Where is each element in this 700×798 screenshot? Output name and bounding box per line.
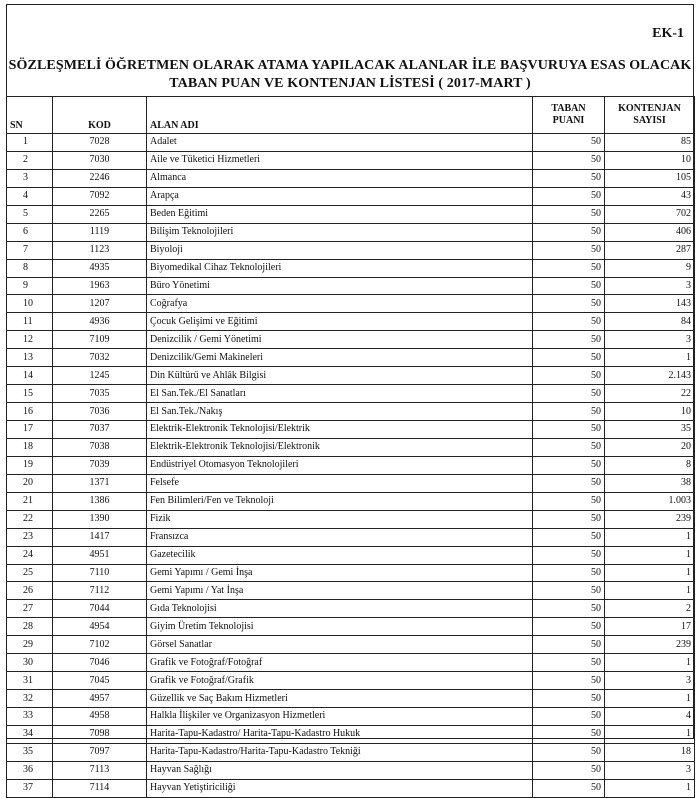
cell-kontenjan: 143 xyxy=(605,295,695,313)
table-row xyxy=(7,331,695,349)
cell-kontenjan: 1.003 xyxy=(605,492,695,510)
table-header-row xyxy=(7,97,695,134)
cell-kontenjan: 406 xyxy=(605,223,695,241)
cell-sn: 27 xyxy=(7,600,53,618)
cell-kod: 7044 xyxy=(53,600,147,618)
cell-alan-adi: Coğrafya xyxy=(147,295,533,313)
cell-alan-adi: Çocuk Gelişimi ve Eğitimi xyxy=(147,313,533,331)
table-row xyxy=(7,600,695,618)
cell-taban-puani: 50 xyxy=(533,582,605,600)
cell-sn: 28 xyxy=(7,618,53,636)
cell-kontenjan: 43 xyxy=(605,187,695,205)
cell-alan-adi: Endüstriyel Otomasyon Teknolojileri xyxy=(147,456,533,474)
cell-sn: 9 xyxy=(7,277,53,295)
header-kont-line-2: SAYISI xyxy=(633,115,666,126)
cell-taban-puani: 50 xyxy=(533,223,605,241)
cell-taban-puani: 50 xyxy=(533,564,605,582)
table-row xyxy=(7,672,695,690)
cell-taban-puani: 50 xyxy=(533,438,605,456)
cell-kod: 7039 xyxy=(53,456,147,474)
cell-alan-adi: Aile ve Tüketici Hizmetleri xyxy=(147,151,533,169)
cell-kod: 7035 xyxy=(53,385,147,403)
cell-sn: 21 xyxy=(7,492,53,510)
table-row xyxy=(7,241,695,259)
cell-alan-adi: El San.Tek./Nakış xyxy=(147,403,533,421)
cell-kontenjan: 18 xyxy=(605,743,695,761)
table-row xyxy=(7,421,695,439)
cell-sn: 33 xyxy=(7,708,53,726)
table-row xyxy=(7,690,695,708)
cell-kontenjan: 1 xyxy=(605,779,695,797)
cell-kontenjan: 84 xyxy=(605,313,695,331)
cell-alan-adi: Güzellik ve Saç Bakım Hizmetleri xyxy=(147,690,533,708)
cell-kontenjan: 3 xyxy=(605,277,695,295)
cell-kontenjan: 1 xyxy=(605,564,695,582)
cell-taban-puani: 50 xyxy=(533,187,605,205)
cell-kontenjan: 17 xyxy=(605,618,695,636)
cell-alan-adi: Denizcilik/Gemi Makineleri xyxy=(147,349,533,367)
cell-sn: 5 xyxy=(7,205,53,223)
cell-kod: 2265 xyxy=(53,205,147,223)
cell-sn: 8 xyxy=(7,259,53,277)
table-row xyxy=(7,708,695,726)
table-row xyxy=(7,456,695,474)
cell-kontenjan: 287 xyxy=(605,241,695,259)
cell-taban-puani: 50 xyxy=(533,725,605,743)
table-row xyxy=(7,546,695,564)
header-taban-line-1: TABAN xyxy=(551,103,586,114)
cell-kod: 7110 xyxy=(53,564,147,582)
cell-taban-puani: 50 xyxy=(533,779,605,797)
cell-taban-puani: 50 xyxy=(533,205,605,223)
cell-sn: 25 xyxy=(7,564,53,582)
cell-kontenjan: 3 xyxy=(605,672,695,690)
title-line-2: TABAN PUAN VE KONTENJAN LİSTESİ ( 2017-MART ) xyxy=(169,76,531,91)
cell-taban-puani: 50 xyxy=(533,313,605,331)
cell-kontenjan: 1 xyxy=(605,582,695,600)
cell-sn: 19 xyxy=(7,456,53,474)
cell-kod: 7037 xyxy=(53,421,147,439)
cell-taban-puani: 50 xyxy=(533,672,605,690)
cell-sn: 30 xyxy=(7,654,53,672)
table-row xyxy=(7,618,695,636)
table-row xyxy=(7,205,695,223)
cell-sn: 23 xyxy=(7,528,53,546)
cell-kod: 7045 xyxy=(53,672,147,690)
cell-taban-puani: 50 xyxy=(533,403,605,421)
cell-alan-adi: Harita-Tapu-Kadastro/Harita-Tapu-Kadastro Tekniği xyxy=(147,743,533,761)
cell-kod: 1371 xyxy=(53,474,147,492)
table-row xyxy=(7,134,695,152)
header-kont-line-1: KONTENJAN xyxy=(618,103,681,114)
header-kod: KOD xyxy=(53,97,147,134)
cell-sn: 7 xyxy=(7,241,53,259)
cell-sn: 29 xyxy=(7,636,53,654)
cell-taban-puani: 50 xyxy=(533,349,605,367)
cell-kontenjan: 1 xyxy=(605,725,695,743)
cell-taban-puani: 50 xyxy=(533,690,605,708)
cell-kontenjan: 38 xyxy=(605,474,695,492)
cell-kod: 7114 xyxy=(53,779,147,797)
cell-alan-adi: Halkla İlişkiler ve Organizasyon Hizmetleri xyxy=(147,708,533,726)
table-row xyxy=(7,169,695,187)
cell-taban-puani: 50 xyxy=(533,546,605,564)
cell-kod: 1390 xyxy=(53,510,147,528)
cell-sn: 26 xyxy=(7,582,53,600)
cell-sn: 35 xyxy=(7,743,53,761)
cell-sn: 11 xyxy=(7,313,53,331)
cell-sn: 10 xyxy=(7,295,53,313)
cell-sn: 13 xyxy=(7,349,53,367)
cell-sn: 6 xyxy=(7,223,53,241)
table-row xyxy=(7,295,695,313)
cell-sn: 12 xyxy=(7,331,53,349)
cell-alan-adi: Fransızca xyxy=(147,528,533,546)
cell-alan-adi: Elektrik-Elektronik Teknolojisi/Elektronik xyxy=(147,438,533,456)
cell-taban-puani: 50 xyxy=(533,654,605,672)
cell-kod: 7112 xyxy=(53,582,147,600)
cell-kod: 4954 xyxy=(53,618,147,636)
cell-taban-puani: 50 xyxy=(533,277,605,295)
cell-taban-puani: 50 xyxy=(533,456,605,474)
cell-alan-adi: Beden Eğitimi xyxy=(147,205,533,223)
table-row xyxy=(7,367,695,385)
table-row xyxy=(7,528,695,546)
cell-taban-puani: 50 xyxy=(533,492,605,510)
header-taban-puani xyxy=(533,97,605,134)
cell-taban-puani: 50 xyxy=(533,618,605,636)
cell-kontenjan: 1 xyxy=(605,654,695,672)
header-kontenjan-sayisi xyxy=(605,97,695,134)
cell-alan-adi: Görsel Sanatlar xyxy=(147,636,533,654)
cell-sn: 16 xyxy=(7,403,53,421)
cell-kod: 7028 xyxy=(53,134,147,152)
cell-kontenjan: 10 xyxy=(605,151,695,169)
cell-kod: 7038 xyxy=(53,438,147,456)
table-row xyxy=(7,187,695,205)
cell-kod: 7098 xyxy=(53,725,147,743)
cell-kod: 1123 xyxy=(53,241,147,259)
cell-alan-adi: El San.Tek./El Sanatları xyxy=(147,385,533,403)
table-row xyxy=(7,403,695,421)
cell-sn: 32 xyxy=(7,690,53,708)
cell-kod: 1386 xyxy=(53,492,147,510)
cell-kontenjan: 2.143 xyxy=(605,367,695,385)
cell-alan-adi: Gemi Yapımı / Yat İnşa xyxy=(147,582,533,600)
cell-kod: 7036 xyxy=(53,403,147,421)
cell-kod: 1119 xyxy=(53,223,147,241)
cell-alan-adi: Felsefe xyxy=(147,474,533,492)
table-row xyxy=(7,743,695,761)
table-row xyxy=(7,761,695,779)
cell-sn: 20 xyxy=(7,474,53,492)
cell-kontenjan: 105 xyxy=(605,169,695,187)
cell-alan-adi: Bilişim Teknolojileri xyxy=(147,223,533,241)
cell-kod: 7092 xyxy=(53,187,147,205)
cell-kontenjan: 3 xyxy=(605,761,695,779)
cell-taban-puani: 50 xyxy=(533,708,605,726)
table-row xyxy=(7,313,695,331)
cell-taban-puani: 50 xyxy=(533,385,605,403)
cell-alan-adi: Biyomedikal Cihaz Teknolojileri xyxy=(147,259,533,277)
header-alan-adi: ALAN ADI xyxy=(147,97,533,134)
cell-alan-adi: Gazetecilik xyxy=(147,546,533,564)
cell-sn: 31 xyxy=(7,672,53,690)
cell-kod: 7113 xyxy=(53,761,147,779)
cell-kontenjan: 35 xyxy=(605,421,695,439)
table-row xyxy=(7,151,695,169)
cell-alan-adi: Denizcilik / Gemi Yönetimi xyxy=(147,331,533,349)
cell-kod: 7097 xyxy=(53,743,147,761)
cell-alan-adi: Almanca xyxy=(147,169,533,187)
cell-sn: 22 xyxy=(7,510,53,528)
cell-taban-puani: 50 xyxy=(533,421,605,439)
cell-kontenjan: 239 xyxy=(605,510,695,528)
cell-kontenjan: 22 xyxy=(605,385,695,403)
header-sn: SN xyxy=(7,97,53,134)
cell-alan-adi: Büro Yönetimi xyxy=(147,277,533,295)
cell-kod: 4958 xyxy=(53,708,147,726)
cell-alan-adi: Giyim Üretim Teknolojisi xyxy=(147,618,533,636)
table-row xyxy=(7,259,695,277)
cell-taban-puani: 50 xyxy=(533,600,605,618)
cell-kontenjan: 10 xyxy=(605,403,695,421)
cell-kod: 7102 xyxy=(53,636,147,654)
table-row xyxy=(7,654,695,672)
cell-taban-puani: 50 xyxy=(533,169,605,187)
cell-kontenjan: 2 xyxy=(605,600,695,618)
cell-sn: 36 xyxy=(7,761,53,779)
cell-kod: 1207 xyxy=(53,295,147,313)
cell-kod: 7109 xyxy=(53,331,147,349)
table-row xyxy=(7,438,695,456)
cell-taban-puani: 50 xyxy=(533,295,605,313)
title-line-1: SÖZLEŞMELİ ÖĞRETMEN OLARAK ATAMA YAPILACAK ALANLAR İLE BAŞVURUYA ESAS OLACAK xyxy=(8,58,692,73)
cell-alan-adi: Din Kültürü ve Ahlâk Bilgisi xyxy=(147,367,533,385)
cell-sn: 2 xyxy=(7,151,53,169)
table-row xyxy=(7,582,695,600)
cell-kontenjan: 4 xyxy=(605,708,695,726)
cell-taban-puani: 50 xyxy=(533,636,605,654)
annex-label: EK-1 xyxy=(652,26,684,41)
cell-taban-puani: 50 xyxy=(533,331,605,349)
cell-kod: 1245 xyxy=(53,367,147,385)
cell-alan-adi: Biyoloji xyxy=(147,241,533,259)
cell-taban-puani: 50 xyxy=(533,528,605,546)
cell-kontenjan: 85 xyxy=(605,134,695,152)
table-row xyxy=(7,349,695,367)
cell-alan-adi: Gemi Yapımı / Gemi İnşa xyxy=(147,564,533,582)
header-taban-line-2: PUANI xyxy=(552,115,585,126)
cell-kod: 4951 xyxy=(53,546,147,564)
cell-taban-puani: 50 xyxy=(533,367,605,385)
cell-kontenjan: 3 xyxy=(605,331,695,349)
cell-alan-adi: Gıda Teknolojisi xyxy=(147,600,533,618)
cell-kontenjan: 1 xyxy=(605,528,695,546)
cell-kod: 4936 xyxy=(53,313,147,331)
cell-alan-adi: Grafik ve Fotoğraf/Fotoğraf xyxy=(147,654,533,672)
cell-taban-puani: 50 xyxy=(533,743,605,761)
cell-kontenjan: 1 xyxy=(605,546,695,564)
table-row xyxy=(7,564,695,582)
cell-taban-puani: 50 xyxy=(533,151,605,169)
cell-sn: 37 xyxy=(7,779,53,797)
cell-alan-adi: Elektrik-Elektronik Teknolojisi/Elektrik xyxy=(147,421,533,439)
cell-taban-puani: 50 xyxy=(533,761,605,779)
cell-kod: 1417 xyxy=(53,528,147,546)
cell-alan-adi: Adalet xyxy=(147,134,533,152)
cell-sn: 24 xyxy=(7,546,53,564)
cell-kod: 2246 xyxy=(53,169,147,187)
cell-kontenjan: 9 xyxy=(605,259,695,277)
cell-taban-puani: 50 xyxy=(533,241,605,259)
cell-alan-adi: Hayvan Sağlığı xyxy=(147,761,533,779)
table-row xyxy=(7,277,695,295)
cell-sn: 18 xyxy=(7,438,53,456)
cell-sn: 34 xyxy=(7,725,53,743)
cell-kod: 4957 xyxy=(53,690,147,708)
table-row xyxy=(7,385,695,403)
cell-alan-adi: Harita-Tapu-Kadastro/ Harita-Tapu-Kadastro Hukuk xyxy=(147,725,533,743)
cell-kontenjan: 20 xyxy=(605,438,695,456)
cell-sn: 15 xyxy=(7,385,53,403)
cell-alan-adi: Arapça xyxy=(147,187,533,205)
cell-kod: 1963 xyxy=(53,277,147,295)
cell-alan-adi: Fizik xyxy=(147,510,533,528)
cell-kontenjan: 1 xyxy=(605,690,695,708)
cell-kontenjan: 702 xyxy=(605,205,695,223)
table-row xyxy=(7,636,695,654)
cell-kod: 4935 xyxy=(53,259,147,277)
cell-alan-adi: Fen Bilimleri/Fen ve Teknoloji xyxy=(147,492,533,510)
table-row xyxy=(7,492,695,510)
table-row xyxy=(7,510,695,528)
cell-kod: 7030 xyxy=(53,151,147,169)
cell-kontenjan: 1 xyxy=(605,349,695,367)
cell-sn: 4 xyxy=(7,187,53,205)
cell-kontenjan: 8 xyxy=(605,456,695,474)
table-row xyxy=(7,779,695,797)
table-body xyxy=(7,134,695,798)
cell-kod: 7046 xyxy=(53,654,147,672)
cell-taban-puani: 50 xyxy=(533,510,605,528)
cell-sn: 3 xyxy=(7,169,53,187)
cell-alan-adi: Grafik ve Fotoğraf/Grafik xyxy=(147,672,533,690)
table-row xyxy=(7,474,695,492)
cell-sn: 17 xyxy=(7,421,53,439)
cell-kod: 7032 xyxy=(53,349,147,367)
cell-sn: 1 xyxy=(7,134,53,152)
cell-taban-puani: 50 xyxy=(533,134,605,152)
cell-sn: 14 xyxy=(7,367,53,385)
cell-taban-puani: 50 xyxy=(533,259,605,277)
cell-alan-adi: Hayvan Yetiştiriciliği xyxy=(147,779,533,797)
table-row xyxy=(7,223,695,241)
cell-kontenjan: 239 xyxy=(605,636,695,654)
cell-taban-puani: 50 xyxy=(533,474,605,492)
quota-table xyxy=(6,96,695,798)
